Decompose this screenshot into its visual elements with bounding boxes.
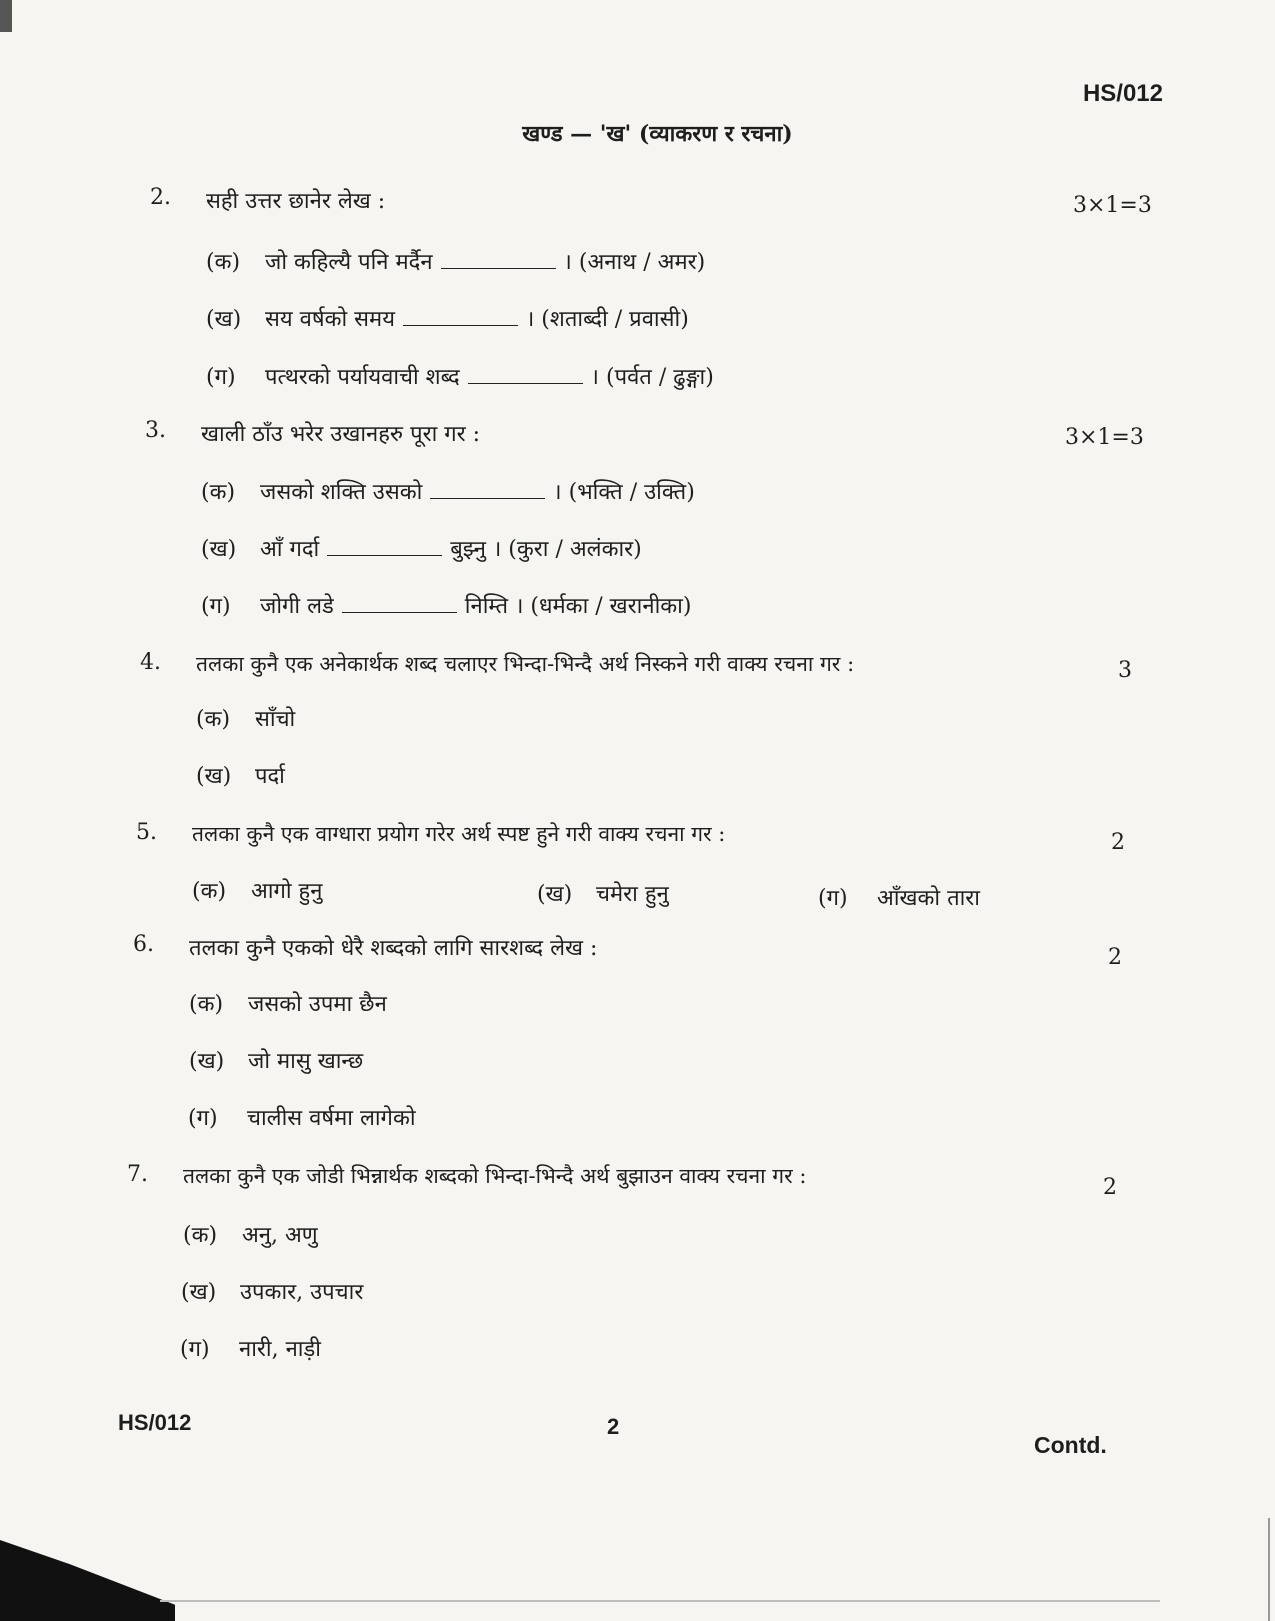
option-item <box>206 303 689 333</box>
option-label: (ख) <box>196 764 232 789</box>
question-text: तलका कुनै एकको धेरै शब्दको लागि सारशब्द लेख : <box>189 936 598 961</box>
option-text: उपकार, उपचार <box>240 1280 364 1305</box>
option-label: (क) <box>206 250 241 275</box>
option-text: अनु, अणु <box>242 1223 318 1248</box>
scan-edge-line <box>1268 1518 1270 1621</box>
option-label: (ख) <box>189 1049 225 1074</box>
option-label: (ग) <box>180 1337 210 1362</box>
option-choices: । (पर्वत / ढुङ्गा) <box>590 365 714 390</box>
option-label: (क) <box>196 707 231 732</box>
question-number: 6. <box>133 932 154 957</box>
option-item <box>201 533 642 563</box>
option-choices: । (अनाथ / अमर) <box>563 250 706 275</box>
option-item <box>180 1333 321 1363</box>
scan-shadow-artifact <box>0 1540 175 1621</box>
option-label: (ख) <box>181 1280 217 1305</box>
scan-edge-line <box>160 1600 1160 1602</box>
option-text: सय वर्षको समय <box>265 307 395 332</box>
option-label: (ख) <box>537 882 573 907</box>
question-number: 2. <box>150 185 171 210</box>
page-number: 2 <box>607 1414 620 1439</box>
question-text: तलका कुनै एक जोडी भिन्नार्थक शब्दको भिन्दा-भिन्दै अर्थ बुझाउन वाक्य रचना गर : <box>183 1164 807 1188</box>
option-text: नारी, नाड़ी <box>239 1337 321 1362</box>
option-choices: । (भक्ति / उक्ति) <box>553 480 695 505</box>
option-item <box>189 988 387 1018</box>
option-item <box>183 1219 318 1249</box>
paper-code: HS/012 <box>1082 80 1163 107</box>
question-number: 7. <box>127 1162 148 1187</box>
question-text: तलका कुनै एक अनेकार्थक शब्द चलाएर भिन्दा-भिन्दै अर्थ निस्कने गरी वाक्य रचना गर : <box>196 652 855 676</box>
answer-blank <box>430 498 545 499</box>
question-marks: 2 <box>1108 945 1122 970</box>
continued-label: Contd. <box>1034 1432 1107 1458</box>
question-text: सही उत्तर छानेर लेख : <box>206 189 386 214</box>
answer-blank <box>441 268 556 269</box>
question-marks: 3×1=3 <box>1073 193 1152 218</box>
option-label: (ख) <box>201 537 237 562</box>
option-text: पर्दा <box>255 764 285 789</box>
option-choices: । (शताब्दी / प्रवासी) <box>525 307 689 332</box>
option-label: (क) <box>189 992 224 1017</box>
option-label: (ग) <box>818 886 848 911</box>
option-text: जो मासु खान्छ <box>248 1049 364 1074</box>
option-item <box>188 1102 416 1132</box>
option-text: साँचो <box>255 707 296 732</box>
option-item <box>181 1276 363 1306</box>
question-number: 5. <box>136 820 157 845</box>
answer-blank <box>403 325 518 326</box>
answer-blank <box>468 383 583 384</box>
option-item <box>189 1045 363 1075</box>
option-label: (ग) <box>206 365 236 390</box>
option-label: (क) <box>183 1223 218 1248</box>
question-marks: 3 <box>1118 658 1132 683</box>
option-item <box>196 760 285 790</box>
question-text: खाली ठाँउ भरेर उखानहरु पूरा गर : <box>201 422 481 447</box>
option-text: चमेरा हुनु <box>596 882 669 907</box>
answer-blank <box>342 612 457 613</box>
section-heading: खण्ड — 'ख' (व्याकरण र रचना) <box>522 121 793 147</box>
option-label: (ग) <box>201 594 231 619</box>
question-marks: 2 <box>1103 1175 1117 1200</box>
footer-paper-code: HS/012 <box>118 1410 192 1435</box>
question-marks: 3×1=3 <box>1065 425 1144 450</box>
question-number: 4. <box>140 650 161 675</box>
option-item <box>818 882 980 912</box>
question-marks: 2 <box>1111 830 1125 855</box>
option-item <box>192 875 322 905</box>
question-number: 3. <box>145 418 166 443</box>
option-item <box>206 361 714 391</box>
option-item <box>206 246 705 276</box>
option-text: आगो हुनु <box>251 879 323 904</box>
scan-corner-artifact <box>0 0 12 32</box>
option-label: (ख) <box>206 307 242 332</box>
option-text: आँ गर्दा <box>260 537 320 562</box>
option-item <box>201 590 691 620</box>
option-label: (क) <box>192 879 227 904</box>
option-text: आँखको तारा <box>877 886 981 911</box>
answer-blank <box>327 555 442 556</box>
question-text: तलका कुनै एक वाग्धारा प्रयोग गरेर अर्थ स्पष्ट हुने गरी वाक्य रचना गर : <box>192 822 726 846</box>
option-item <box>201 476 695 506</box>
option-text: पत्थरको पर्यायवाची शब्द <box>265 365 460 390</box>
option-text: जसको शक्ति उसको <box>260 480 423 505</box>
option-text: चालीस वर्षमा लागेको <box>247 1106 416 1131</box>
option-choices: निम्ति । (धर्मका / खरानीका) <box>464 594 692 619</box>
option-label: (ग) <box>188 1106 218 1131</box>
option-item <box>537 878 669 908</box>
option-item <box>196 703 295 733</box>
option-choices: बुझ्नु । (कुरा / अलंकार) <box>450 537 642 562</box>
option-label: (क) <box>201 480 236 505</box>
option-text: जोगी लडे <box>260 594 334 619</box>
option-text: जसको उपमा छैन <box>248 992 387 1017</box>
option-text: जो कहिल्यै पनि मर्दैन <box>265 250 433 275</box>
